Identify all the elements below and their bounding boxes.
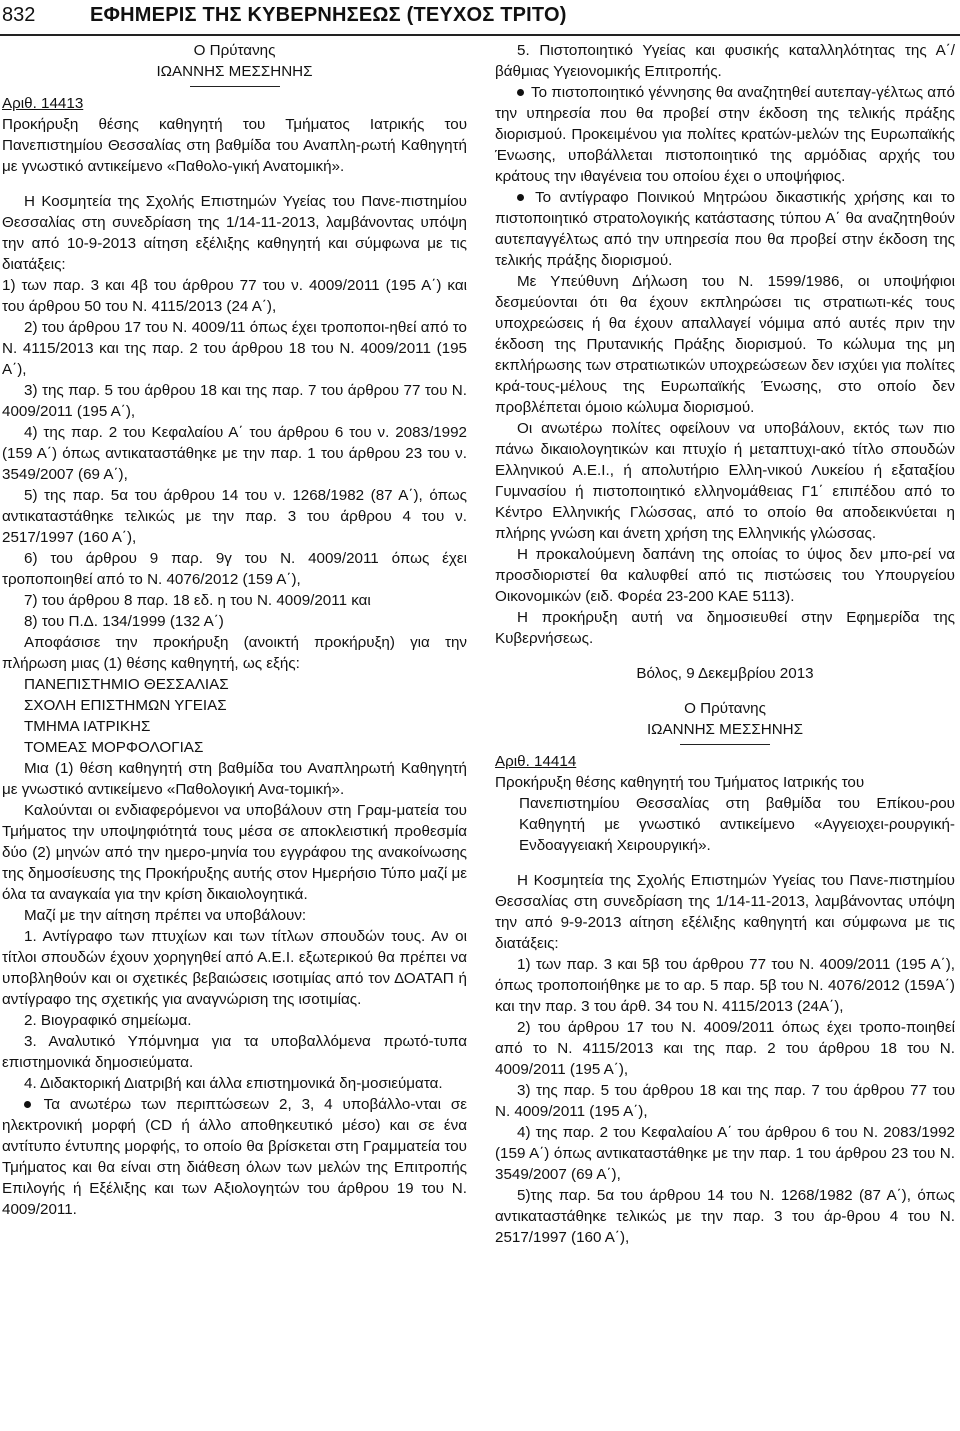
provision-6: 6) του άρθρου 9 παρ. 9γ του Ν. 4009/2011 όπως έχει τροποποιηθεί από το Ν. 4076/2012 (159 Α΄),: [2, 550, 467, 588]
bullet-icon: [517, 194, 524, 201]
university-name: ΠΑΝΕΠΙΣΤΗΜΙΟ ΘΕΣΣΑΛΙΑΣ: [24, 676, 229, 693]
provision-8: 8) του Π.Δ. 134/1999 (132 Α΄): [24, 613, 224, 630]
provision-1: 1) των παρ. 3 και 4β του άρθρου 77 του ν. 4009/2011 (195 Α΄) και του άρθρου 50 του Ν. 4115/2013 (24 Α΄),: [2, 277, 467, 315]
divider: [190, 86, 280, 87]
signature-title: Ο Πρύτανης: [193, 42, 276, 59]
provision-2: 2) του άρθρου 17 του Ν. 4009/2011 όπως έχει τροπο-ποιηθεί από το Ν. 4115/2013 και της παρ. 2 του άρθρου 18 του Ν. 4009/2011 (195 Α΄),: [495, 1019, 955, 1078]
signature-title: Ο Πρύτανης: [684, 700, 766, 717]
bullet-paragraph-2: [495, 187, 955, 271]
bullet-icon: [24, 1101, 31, 1108]
bullet-icon: [517, 89, 524, 96]
requirement-5: 5. Πιστοποιητικό Υγείας και φυσικής καταλληλότητας της Α΄/βάθμιας Υγειονομικής Επιτροπής.: [495, 42, 955, 80]
decision-subject-first-line: Προκήρυξη θέσης καθηγητή του Τμήματος Ιατρικής του: [495, 774, 865, 791]
intro-paragraph: Η Κοσμητεία της Σχολής Επιστημών Υγείας του Πανε-πιστημίου Θεσσαλίας στη συνεδρίαση της 1/14-11-2013, λαμβάνοντας υπόψη την από 10-9-2013 αίτηση εξέλιξης καθηγητή και σύμφωνα με τις διατάξεις:: [2, 193, 467, 273]
department-name: ΤΜΗΜΑ ΙΑΤΡΙΚΗΣ: [24, 718, 151, 735]
position-paragraph: Μια (1) θέση καθηγητή στη βαθμίδα του Αναπληρωτή Καθηγητή με γνωστικό αντικείμενο «Παθολογική Ανα-τομική».: [2, 760, 467, 798]
signature-name: ΙΩΑΝΝΗΣ ΜΕΣΣΗΝΗΣ: [156, 63, 313, 80]
decision-number: Αριθ. 14413: [2, 95, 84, 112]
provision-4: 4) της παρ. 2 του Κεφαλαίου Α΄ του άρθρου 6 του ν. 2083/1992 (159 Α΄) όπως αντικαταστάθηκε με την παρ. 1 του άρθρου 23 του ν. 3549/2007 (69 Α΄),: [2, 424, 467, 483]
divider: [680, 744, 770, 745]
signature-name: ΙΩΑΝΝΗΣ ΜΕΣΣΗΝΗΣ: [646, 721, 804, 738]
provision-4: 4) της παρ. 2 του Κεφαλαίου Α΄ του άρθρου 6 του Ν. 2083/1992 (159 Α΄) όπως αντικαταστάθηκε με την παρ. 1 του άρθρου 23 του Ν. 3549/2007 (69 Α΄),: [495, 1124, 955, 1183]
sector-name: ΤΟΜΕΑΣ ΜΟΡΦΟΛΟΓΙΑΣ: [24, 739, 204, 756]
eu-citizens-paragraph: Οι ανωτέρω πολίτες οφείλουν να υποβάλουν, εκτός των πιο πάνω δικαιολογητικών και πτυχίο ή μεταπτυχι-ακό τίτλο σπουδών Ελληνικού Α.Ε.Ι., ή απολυτήριο Ελλη-νικού Λυκείου ή εξαταξίου Γυμνασίου ή πιστοποιητικό ελληνομάθειας Γ1΄ επιπέδου από το Κέντρο Ελληνικής Γλώσσας, από το οποίο θα αποδεικνύεται η πλήρης γνώση και άνετη χρήση της Ελληνικής γλώσσας.: [495, 420, 955, 542]
expense-paragraph: Η προκαλούμενη δαπάνη της οποίας το ύψος δεν μπο-ρεί να προσδιοριστεί θα καλυφθεί από τις πιστώσεις του Υπουργείου Οικονομικών (ειδ. Φορέα 23-200 ΚΑΕ 5113).: [495, 546, 955, 605]
left-column: [2, 40, 467, 1220]
provision-7: 7) του άρθρου 8 παρ. 18 εδ. η του Ν. 4009/2011 και: [24, 592, 371, 609]
gazette-title: ΕΦΗΜΕΡΙΣ ΤΗΣ ΚΥΒΕΡΝΗΣΕΩΣ (ΤΕΥΧΟΣ ΤΡΙΤΟ): [90, 4, 567, 26]
provision-5: 5) της παρ. 5α του άρθρου 14 του ν. 1268/1982 (87 Α΄), όπως αντικαταστάθηκε τελικώς με την παρ. 3 του άρθρου 4 του ν. 2517/1997 (160 Α΄),: [2, 487, 467, 546]
requirement-1: 1. Αντίγραφο των πτυχίων και των τίτλων σπουδών τους. Αν οι τίτλοι σπουδών έχουν χορηγηθεί από Α.Ε.Ι. εξωτερικού θα πρέπει να υποβληθούν και οι σχετικές βεβαιώσεις ισοτιμίας από τον ΔΟΑΤΑΠ ή αντίγραφο της σχετικής για αναγνώριση της ισοτιμίας.: [2, 928, 467, 1008]
bullet-paragraph: [2, 1094, 467, 1220]
requirement-3: 3. Αναλυτικό Υπόμνημα για τα υποβαλλόμενα πρωτό-τυπα επιστημονικά δημοσιεύματα.: [2, 1033, 467, 1071]
publication-paragraph: Η προκήρυξη αυτή να δημοσιευθεί στην Εφημερίδα της Κυβερνήσεως.: [495, 609, 955, 647]
intro-paragraph: Η Κοσμητεία της Σχολής Επιστημών Υγείας του Πανε-πιστημίου Θεσσαλίας στη συνεδρίαση της 1/14-11-2013, λαμβάνοντας υπόψη την από 9-9-2013 αίτηση εξέλιξης καθηγητή και σύμφωνα με τις διατάξεις:: [495, 872, 955, 952]
bullet-paragraph-1: [495, 82, 955, 187]
provision-5: 5)της παρ. 5α του άρθρου 14 του Ν. 1268/1982 (87 Α΄), όπως αντικαταστάθηκε τελικώς με την παρ. 3 του άρ-θρου 4 του Ν. 2517/1997 (160 Α΄),: [495, 1187, 955, 1246]
decision-subject: Προκήρυξη θέσης καθηγητή του Τμήματος Ιατρικής του Πανεπιστημίου Θεσσαλίας στη βαθμίδα του Αναπλη-ρωτή Καθηγητή με γνωστικό αντικείμενο «Παθολο-γική Ανατομική».: [2, 116, 467, 175]
bullet-text-2: Το αντίγραφο Ποινικού Μητρώου δικαστικής χρήσης και το πιστοποιητικό στρατολογικής κατάστασης τύπου Α΄ θα αναζητηθούν αυτεπαγγέλτως από την υπηρεσία που θα προβεί στην έκδοση της τελικής πράξης διορισμού.: [495, 189, 955, 269]
decision-paragraph: Αποφάσισε την προκήρυξη (ανοικτή προκήρυξη) για την πλήρωση μιας (1) θέσης καθηγητή, ως εξής:: [2, 634, 467, 672]
provision-3: 3) της παρ. 5 του άρθρου 18 και της παρ. 7 του άρθρου 77 του Ν. 4009/2011 (195 Α΄),: [495, 1082, 955, 1120]
bullet-text-1: Το πιστοποιητικό γέννησης θα αναζητηθεί αυτεπαγ-γέλτως από την υπηρεσία που θα προβεί στην έκδοση της τελικής πράξης διορισμού. Προκειμένου για πολίτες κρατών-μελών της Ευρωπαϊκής Ένωσης, υποβάλλεται πιστοποιητικό της αρμόδιας αρχής του κράτους την ιθαγένεια του οποίου έχει ο υποψήφιος.: [495, 84, 955, 185]
provision-3: 3) της παρ. 5 του άρθρου 18 και της παρ. 7 του άρθρου 77 του Ν. 4009/2011 (195 Α΄),: [2, 382, 467, 420]
provision-2: 2) του άρθρου 17 του Ν. 4009/11 όπως έχει τροποποι-ηθεί από το Ν. 4115/2013 και της παρ. 2 του άρθρου 18 του Ν. 4009/2011 (195 Α΄),: [2, 319, 467, 378]
requirement-2: 2. Βιογραφικό σημείωμα.: [24, 1012, 192, 1029]
requirements-heading: Μαζί με την αίτηση πρέπει να υποβάλουν:: [24, 907, 307, 924]
right-column: [495, 40, 955, 1248]
bullet-text: Τα ανωτέρω των περιπτώσεων 2, 3, 4 υποβάλλο-νται σε ηλεκτρονική μορφή (CD ή άλλο αποθηκευτικό μέσο) και σε ένα αντίτυπο έντυπης μορφής, το οποίο θα βρίσκεται στη Γραμματεία του Τμήματος και θα είναι στη διάθεση όλων των μελών της Επιτροπής Επιλογής ή Εξέλιξης και των Αξιολογητών του άρθρου 19 του Ν. 4009/2011.: [2, 1096, 467, 1218]
page-header: [0, 0, 960, 36]
place-date: Βόλος, 9 Δεκεμβρίου 2013: [636, 665, 814, 682]
declaration-paragraph: Με Υπεύθυνη Δήλωση του Ν. 1599/1986, οι υποψήφιοι δεσμεύονται ότι θα έχουν εκπληρώσει τις στρατιωτι-κές τους υποχρεώσεις ή θα έχουν απαλλαγεί νόμιμα από αυτές πριν την έκδοση της Πρυτανικής Πράξης διορισμού. Το κώλυμα της μη εκπλήρωσης των στρατιωτικών υποχρεώσεων δεν ισχύει για πολίτες κρά-τους-μέλους της Ευρωπαϊκής Ένωσης, στο οποίο δεν προβλέπεται όμοιο κώλυμα διορισμού.: [495, 273, 955, 416]
decision-subject-rest: Πανεπιστημίου Θεσσαλίας στη βαθμίδα του Επίκου-ρου Καθηγητή με γνωστικό αντικείμενο «Αγγειοχει-ρουργική-Ενδοαγγειακή Χειρουργική».: [519, 795, 955, 854]
provision-1: 1) των παρ. 3 και 5β του άρθρου 77 του Ν. 4009/2011 (195 Α΄), όπως τροποποιήθηκε με το αρ. 5 παρ. 5β του Ν. 4076/2012 (159Α΄) και την παρ. 3 του άρθ. 34 του Ν. 4115/2013 (24Α΄),: [495, 956, 955, 1015]
decision-number: Αριθ. 14414: [495, 753, 577, 770]
invite-paragraph: Καλούνται οι ενδιαφερόμενοι να υποβάλουν στη Γραμ-ματεία του Τμήματος την υποψηφιότητά τους μέσα σε αποκλειστική προθεσμία δύο (2) μηνών από την ημερο-μηνία του εγγράφου της ανακοίνωσης της δημοσίευσης της Προκήρυξης αυτής στον Ημερήσιο Τύπο μαζί με όλα τα αναγκαία για την κρίση δικαιολογητικά.: [2, 802, 467, 903]
page-number: 832: [2, 4, 36, 26]
school-name: ΣΧΟΛΗ ΕΠΙΣΤΗΜΩΝ ΥΓΕΙΑΣ: [24, 697, 227, 714]
requirement-4: 4. Διδακτορική Διατριβή και άλλα επιστημονικά δη-μοσιεύματα.: [24, 1075, 443, 1092]
